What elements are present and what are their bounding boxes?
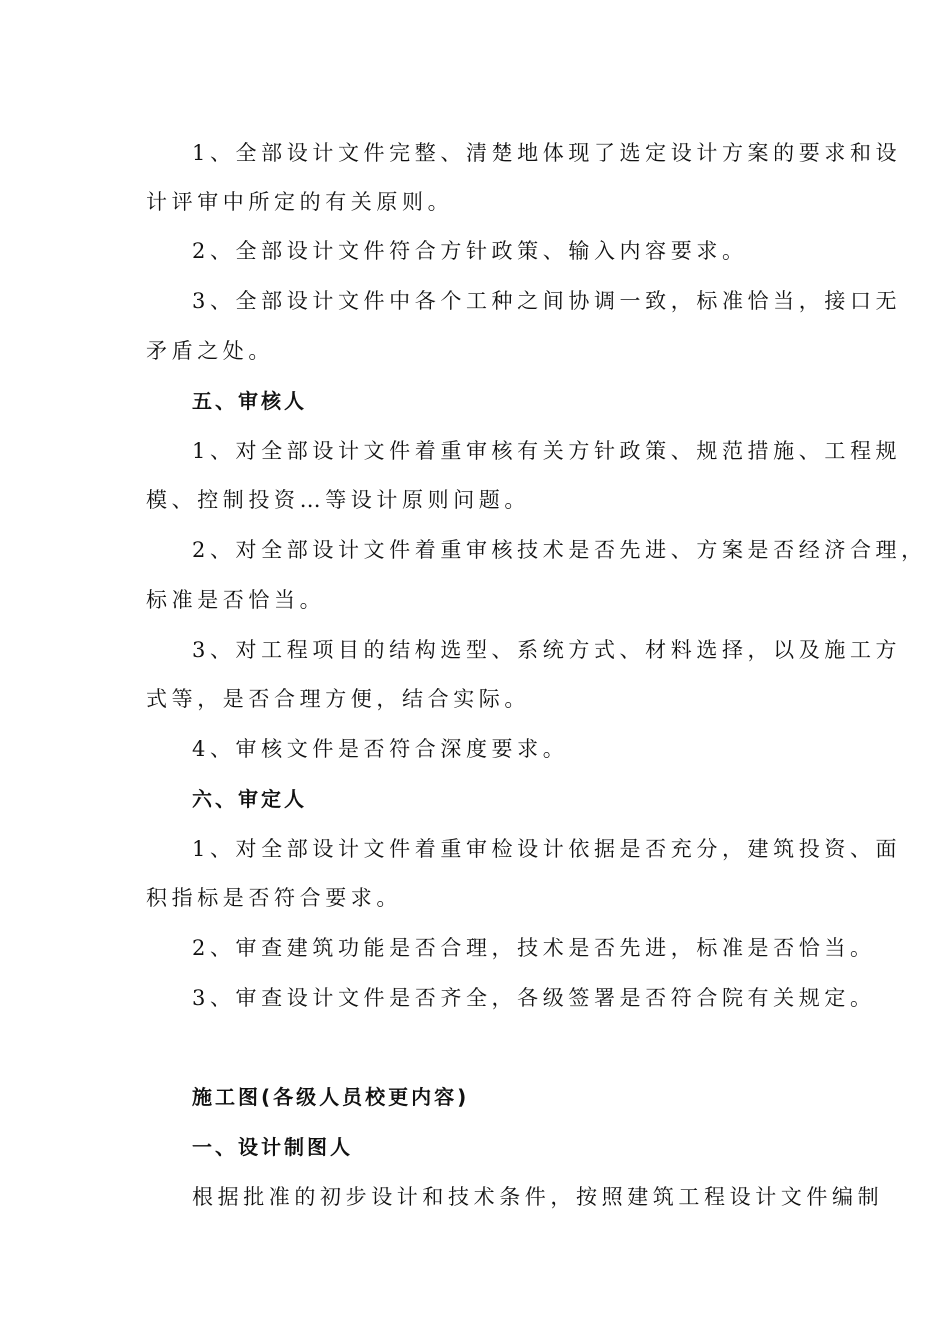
section-heading: 一、设计制图人 bbox=[192, 1135, 353, 1159]
section-heading: 六、审定人 bbox=[192, 787, 307, 811]
paragraph-line: 计评审中所定的有关原则。 bbox=[146, 190, 454, 214]
paragraph-line: 标准是否恰当。 bbox=[146, 588, 326, 612]
paragraph-line: 2、全部设计文件符合方针政策、输入内容要求。 bbox=[192, 239, 748, 263]
paragraph-line: 矛盾之处。 bbox=[146, 339, 274, 363]
paragraph-line: 1、对全部设计文件着重审检设计依据是否充分，建筑投资、面 bbox=[192, 837, 902, 861]
paragraph-line: 模、控制投资…等设计原则问题。 bbox=[146, 488, 530, 512]
paragraph-line: 4、审核文件是否符合深度要求。 bbox=[192, 737, 569, 761]
section-title: 施工图(各级人员校更内容) bbox=[192, 1085, 470, 1109]
paragraph-line: 2、审查建筑功能是否合理，技术是否先进，标准是否恰当。 bbox=[192, 936, 876, 960]
paragraph-line: 3、审查设计文件是否齐全，各级签署是否符合院有关规定。 bbox=[192, 986, 876, 1010]
paragraph-line: 2、对全部设计文件着重审核技术是否先进、方案是否经济合理， bbox=[192, 538, 927, 562]
paragraph-line: 1、对全部设计文件着重审核有关方针政策、规范措施、工程规 bbox=[192, 439, 902, 463]
paragraph-line: 1、全部设计文件完整、清楚地体现了选定设计方案的要求和设 bbox=[192, 141, 902, 165]
paragraph-line: 3、对工程项目的结构选型、系统方式、材料选择，以及施工方 bbox=[192, 638, 902, 662]
paragraph-line: 积指标是否符合要求。 bbox=[146, 886, 402, 910]
paragraph-line: 3、全部设计文件中各个工种之间协调一致，标准恰当，接口无 bbox=[192, 289, 902, 313]
section-heading: 五、审核人 bbox=[192, 389, 307, 413]
paragraph-line: 式等，是否合理方便，结合实际。 bbox=[146, 687, 530, 711]
paragraph-line: 根据批准的初步设计和技术条件，按照建筑工程设计文件编制 bbox=[192, 1185, 884, 1209]
